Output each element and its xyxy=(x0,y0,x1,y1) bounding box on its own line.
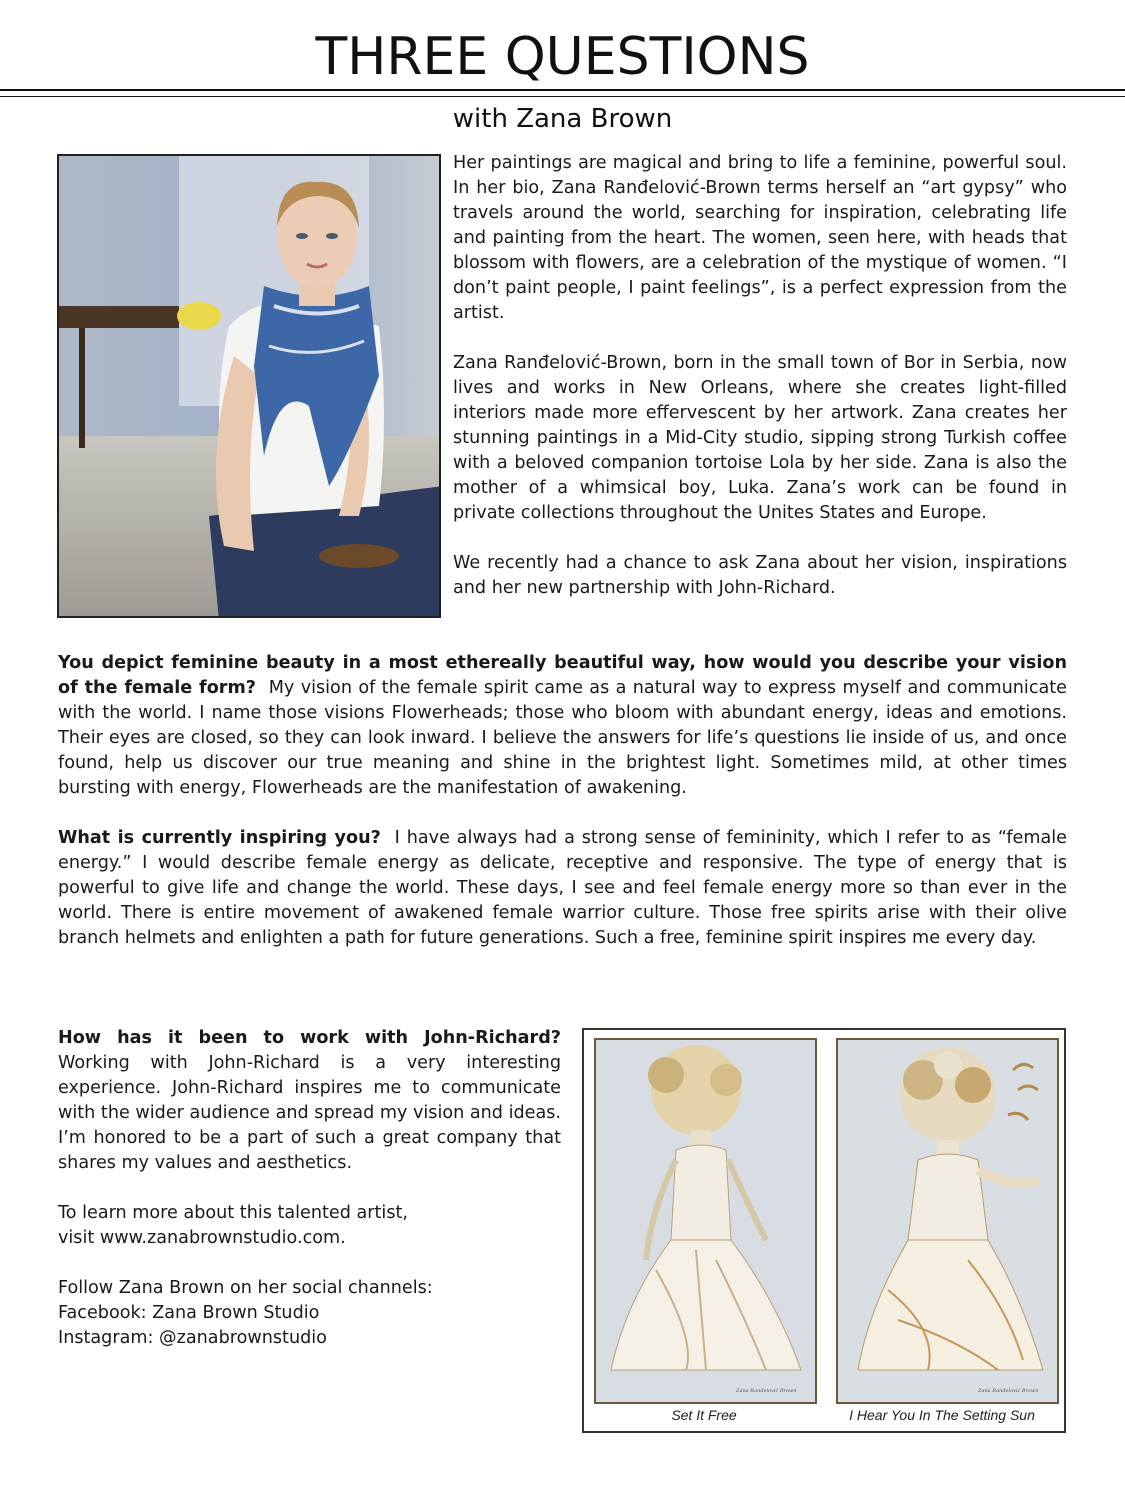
artist-portrait-photo xyxy=(57,154,441,618)
social-section xyxy=(58,1276,561,1351)
question-1: You depict feminine beauty in a most ethereally beautiful way, how would you describe your vision of the female form? xyxy=(58,653,1067,698)
signature-1: Zana Ranđelović Brown xyxy=(736,1388,797,1394)
intro-paragraph-3: We recently had a chance to ask Zana about her vision, inspirations and her new partnership with John-Richard. xyxy=(453,553,1067,598)
artwork-i-hear-you-in-the-setting-sun xyxy=(836,1038,1059,1404)
qa-item-1 xyxy=(58,651,1067,801)
instagram-link[interactable]: Instagram: @zanabrownstudio xyxy=(58,1328,327,1348)
website-link[interactable]: visit www.zanabrownstudio.com. xyxy=(58,1228,346,1248)
signature-2: Zana Ranđelović Brown xyxy=(978,1388,1039,1394)
learn-more xyxy=(58,1201,561,1251)
artwork-gallery xyxy=(582,1028,1066,1433)
answer-3: Working with John-Richard is a very interesting experience. John-Richard inspires me to communicate with the wider audience and spread my vision and ideas. I’m honored to be a part of such a great company that shares my values and aesthetics. xyxy=(58,1053,561,1173)
social-heading: Follow Zana Brown on her social channels: xyxy=(58,1278,433,1298)
question-2: What is currently inspiring you? xyxy=(58,828,381,848)
page-subtitle: with Zana Brown xyxy=(452,104,673,134)
page-title: THREE QUESTIONS xyxy=(315,27,810,87)
artwork-caption-1: Set It Free xyxy=(671,1407,737,1423)
qa-section xyxy=(58,651,1067,976)
learn-more-line-1: To learn more about this talented artist, xyxy=(58,1203,408,1223)
qa-item-2 xyxy=(58,826,1067,951)
lower-column xyxy=(58,1026,561,1376)
title-rule-thin xyxy=(0,96,1125,97)
answer-2: I have always had a strong sense of femininity, which I refer to as “female energy.” I would describe female energy as delicate, receptive and responsive. The type of energy that is powerful to give life and change the world. These days, I see and feel female energy more so than ever in the world. There is entire movement of awakened female warrior culture. Those free spirits arise with their olive branch helmets and enlighten a path for future generations. Such a free, feminine spirit inspires me every day. xyxy=(58,828,1067,948)
artwork-set-it-free xyxy=(594,1038,817,1404)
artwork-caption-2: I Hear You In The Setting Sun xyxy=(849,1407,1035,1423)
intro-section xyxy=(453,151,1067,626)
title-rule-thick xyxy=(0,89,1125,91)
answer-1: My vision of the female spirit came as a natural way to express myself and communicate with the world. I name those visions Flowerheads; those who bloom with abundant energy, ideas and emotions. Their eyes are closed, so they can look inward. I believe the answers for life’s questions lie inside of us, and once found, help us discover our true meaning and shine in the brightest light. Sometimes mild, at other times bursting with energy, Flowerheads are the manifestation of awakening. xyxy=(58,678,1067,798)
qa-item-3 xyxy=(58,1026,561,1176)
question-3: How has it been to work with John-Richard? xyxy=(58,1028,561,1048)
facebook-link[interactable]: Facebook: Zana Brown Studio xyxy=(58,1303,320,1323)
intro-paragraph-2: Zana Ranđelović-Brown, born in the small town of Bor in Serbia, now lives and works in New Orleans, where she creates light-filled interiors made more effervescent by her artwork. Zana creates her stunning paintings in a Mid-City studio, sipping strong Turkish coffee with a beloved companion tortoise Lola by her side. Zana is also the mother of a whimsical boy, Luka. Zana’s work can be found in private collections throughout the Unites States and Europe. xyxy=(453,353,1067,523)
intro-paragraph-1: Her paintings are magical and bring to life a feminine, powerful soul. In her bio, Zana Ranđelović-Brown terms herself an “art gypsy” who travels around the world, searching for inspiration, celebrating life and painting from the heart. The women, seen here, with heads that blossom with flowers, are a celebration of the mystique of women. “I don’t paint people, I paint feelings”, is a perfect expression from the artist. xyxy=(453,153,1067,323)
